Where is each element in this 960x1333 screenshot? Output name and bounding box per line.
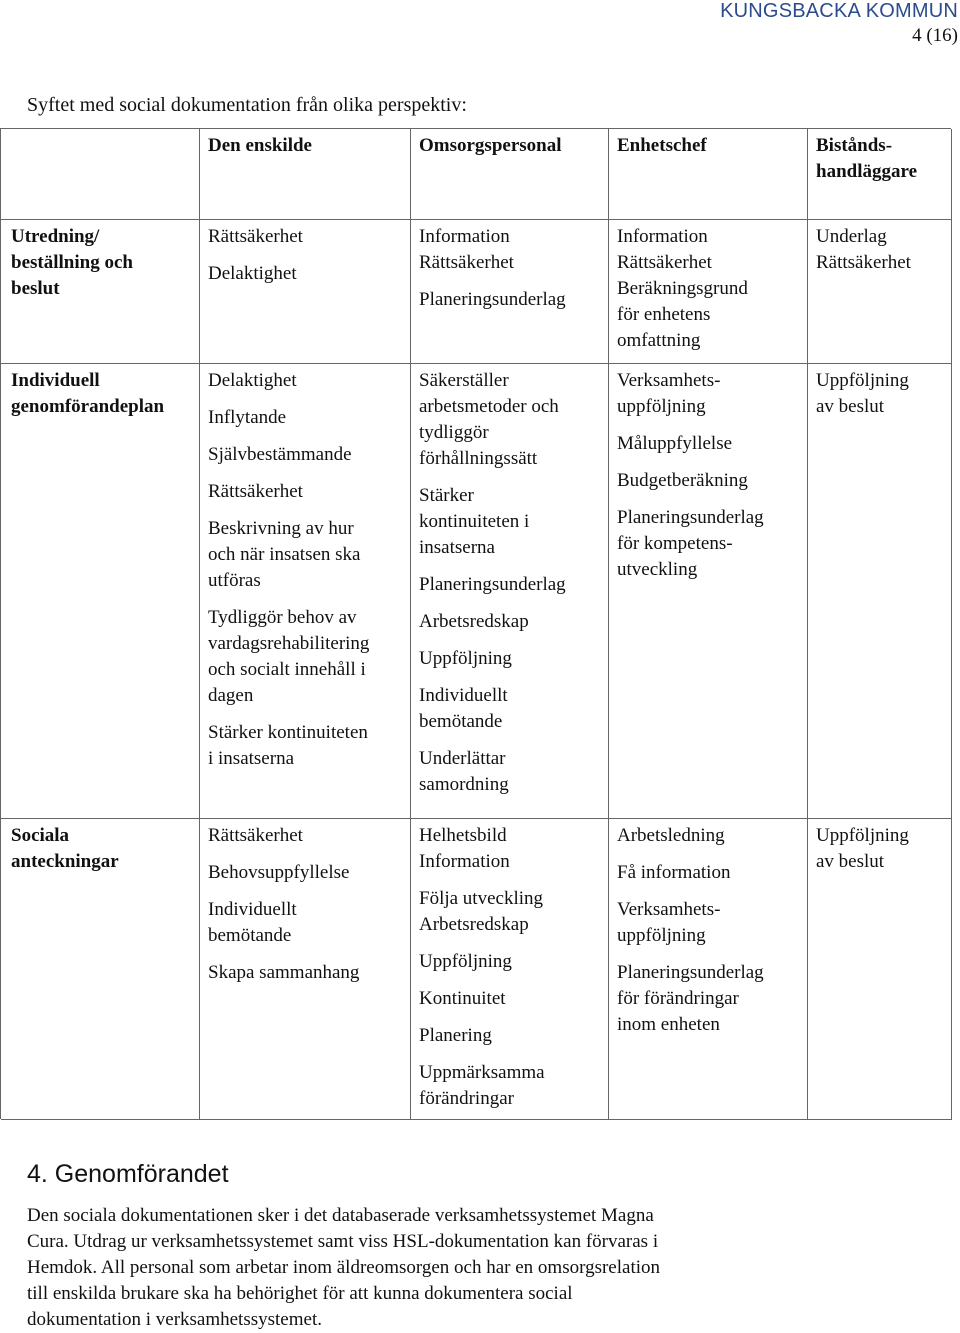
cell-item: Information Rättsäkerhet bbox=[419, 226, 514, 273]
cell-item: Arbetsledning bbox=[617, 825, 725, 846]
cell-item: Rättsäkerhet bbox=[208, 481, 303, 502]
header-text: Enhetschef bbox=[617, 135, 707, 156]
paragraph-line: till enskilda brukare ska ha behörighet för att kunna dokumentera social bbox=[27, 1283, 573, 1304]
cell-item: Verksamhets- uppföljning bbox=[617, 899, 721, 946]
cell-item: Följa utveckling Arbetsredskap bbox=[419, 888, 544, 935]
header-text: Omsorgspersonal bbox=[419, 135, 562, 156]
cell-item: Planering bbox=[419, 1025, 492, 1046]
perspective-table bbox=[0, 128, 951, 1119]
cell-item: Helhetsbild Information bbox=[419, 825, 510, 872]
cell-item: Planeringsunderlag för förändringar inom enheten bbox=[617, 962, 764, 1035]
paragraph-line: Den sociala dokumentationen sker i det databaserade verksamhetssystemet Magna bbox=[27, 1205, 654, 1226]
row-label bbox=[1, 364, 200, 819]
cell-item: Måluppfyllelse bbox=[617, 433, 733, 454]
cell-item: Säkerställer arbetsmetoder och tydliggör förhållningssätt bbox=[419, 370, 559, 469]
cell-item: Uppföljning av beslut bbox=[816, 825, 909, 872]
row-label-text: Sociala anteckningar bbox=[11, 825, 119, 872]
table-cell bbox=[609, 364, 808, 819]
cell-item: Rättsäkerhet bbox=[208, 825, 303, 846]
cell-item: Delaktighet bbox=[208, 263, 297, 284]
table-cell bbox=[609, 819, 808, 1120]
cell-item: Stärker kontinuiteten i insatserna bbox=[419, 485, 530, 558]
row-label-text: Individuell genomförandeplan bbox=[11, 370, 165, 417]
cell-item: Inflytande bbox=[208, 407, 287, 428]
cell-item: Stärker kontinuiteten i insatserna bbox=[208, 722, 368, 769]
row-label bbox=[1, 819, 200, 1120]
paragraph-line: dokumentation i verksamhetssystemet. bbox=[27, 1309, 322, 1330]
header-text: Bistånds- handläggare bbox=[816, 135, 918, 182]
cell-item: Underlättar samordning bbox=[419, 748, 509, 795]
cell-item: Få information bbox=[617, 862, 731, 883]
table-cell bbox=[411, 364, 609, 819]
intro-text: Syftet med social dokumentation från olika perspektiv: bbox=[27, 94, 467, 116]
organization-name: KUNGSBACKA KOMMUN bbox=[720, 0, 958, 22]
cell-item: Individuellt bemötande bbox=[419, 685, 508, 732]
table-cell bbox=[808, 220, 952, 364]
cell-item: Planeringsunderlag bbox=[419, 289, 566, 310]
section-paragraph bbox=[27, 1203, 807, 1333]
table-cell bbox=[411, 220, 609, 364]
cell-item: Information Rättsäkerhet Beräkningsgrund för enhetens omfattning bbox=[617, 226, 748, 351]
cell-item: Rättsäkerhet bbox=[208, 226, 303, 247]
cell-item: Budgetberäkning bbox=[617, 470, 748, 491]
section-heading: 4. Genomförandet bbox=[27, 1160, 229, 1188]
cell-item: Skapa sammanhang bbox=[208, 962, 360, 983]
cell-item: Uppföljning av beslut bbox=[816, 370, 909, 417]
cell-item: Tydliggör behov av vardagsrehabilitering och socialt innehåll i dagen bbox=[208, 607, 370, 706]
cell-item: Självbestämmande bbox=[208, 444, 352, 465]
table-cell bbox=[411, 819, 609, 1120]
cell-item: Underlag Rättsäkerhet bbox=[816, 226, 911, 273]
table-cell bbox=[200, 364, 411, 819]
row-label-text: Utredning/ beställning och beslut bbox=[11, 226, 133, 299]
cell-item: Behovsuppfyllelse bbox=[208, 862, 350, 883]
table-corner bbox=[1, 129, 200, 220]
cell-item: Uppföljning bbox=[419, 951, 512, 972]
table-cell bbox=[808, 819, 952, 1120]
cell-item: Beskrivning av hur och när insatsen ska utföras bbox=[208, 518, 361, 591]
column-header bbox=[609, 129, 808, 220]
header-text: Den enskilde bbox=[208, 135, 312, 156]
cell-item: Uppföljning bbox=[419, 648, 512, 669]
cell-item: Planeringsunderlag för kompetens- utveckling bbox=[617, 507, 764, 580]
paragraph-line: Cura. Utdrag ur verksamhetssystemet samt viss HSL-dokumentation kan förvaras i bbox=[27, 1231, 659, 1252]
paragraph-line: Hemdok. All personal som arbetar inom äldreomsorgen och har en omsorgsrelation bbox=[27, 1257, 661, 1278]
page-number: 4 (16) bbox=[912, 25, 958, 46]
column-header bbox=[200, 129, 411, 220]
cell-item: Uppmärksamma förändringar bbox=[419, 1062, 545, 1109]
cell-item: Kontinuitet bbox=[419, 988, 506, 1009]
cell-item: Planeringsunderlag bbox=[419, 574, 566, 595]
cell-item: Verksamhets- uppföljning bbox=[617, 370, 721, 417]
column-header bbox=[808, 129, 952, 220]
table-cell bbox=[200, 220, 411, 364]
table-cell bbox=[808, 364, 952, 819]
row-label bbox=[1, 220, 200, 364]
table-cell bbox=[609, 220, 808, 364]
column-header bbox=[411, 129, 609, 220]
table-cell bbox=[200, 819, 411, 1120]
cell-item: Arbetsredskap bbox=[419, 611, 529, 632]
cell-item: Individuellt bemötande bbox=[208, 899, 297, 946]
cell-item: Delaktighet bbox=[208, 370, 297, 391]
